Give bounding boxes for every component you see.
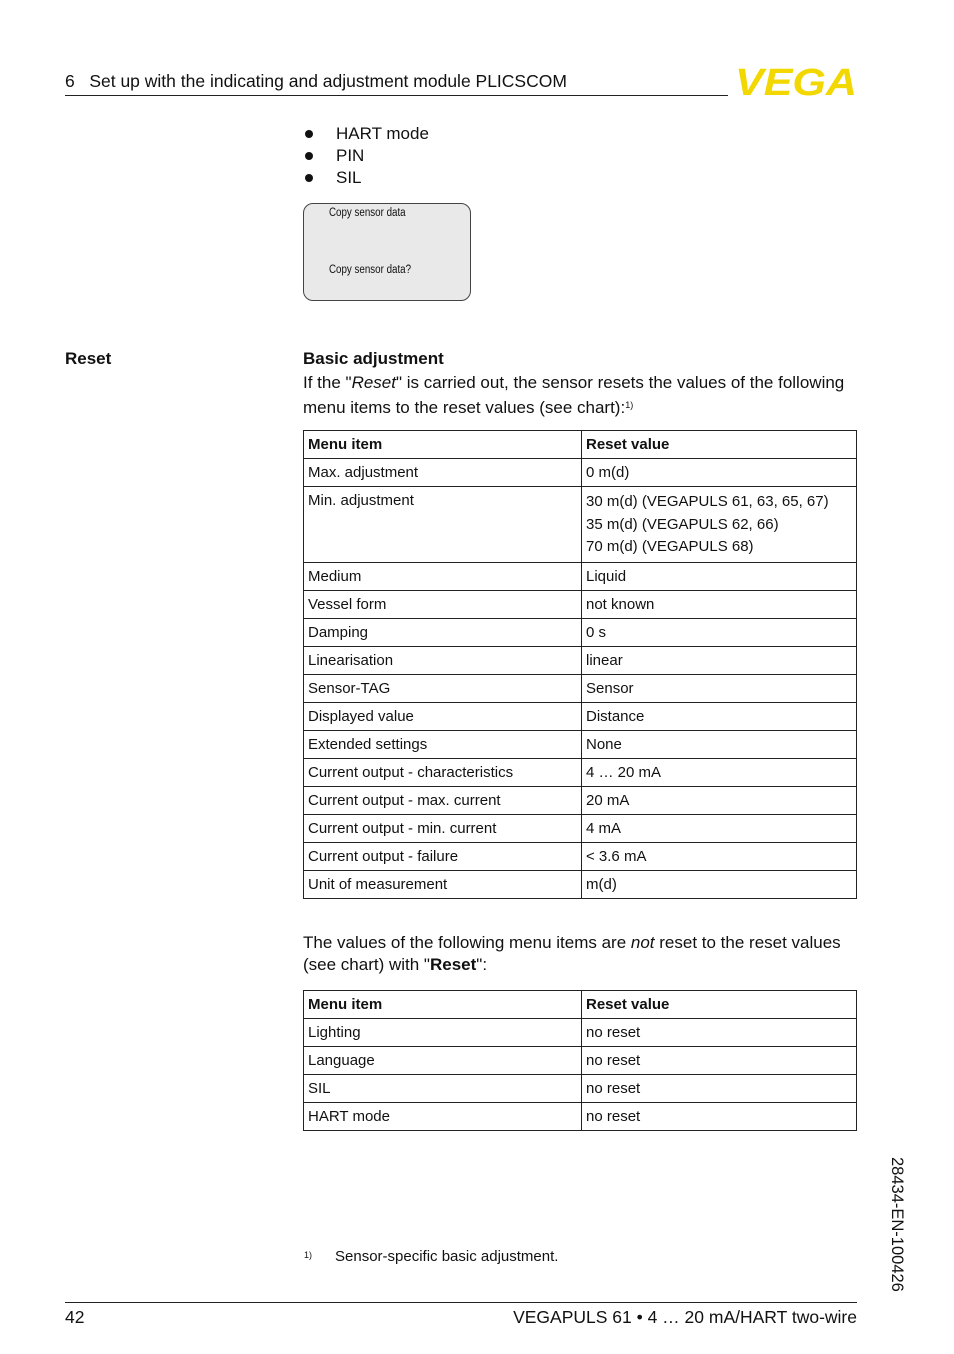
- footnote-ref: 1): [625, 400, 634, 410]
- para1-italic: Reset: [351, 373, 396, 392]
- cell-reset-value: 4 mA: [582, 814, 857, 842]
- table-header-row: [304, 431, 857, 459]
- table-row: [304, 786, 857, 814]
- cell-menu-item: Max. adjustment: [304, 459, 582, 487]
- bullet-text: HART mode: [336, 124, 429, 143]
- cell-menu-item: SIL: [304, 1075, 582, 1103]
- table-row: [304, 674, 857, 702]
- vega-logo: [735, 62, 859, 102]
- cell-menu-item: Current output - min. current: [304, 814, 582, 842]
- cell-menu-item: Extended settings: [304, 730, 582, 758]
- page-number: 42: [65, 1307, 85, 1327]
- display-line-1: Copy sensor data: [329, 207, 406, 219]
- cell-reset-value: no reset: [582, 1103, 857, 1131]
- reset-values-table: [303, 430, 857, 899]
- cell-reset-value: None: [582, 730, 857, 758]
- cell-value-line: 70 m(d) (VEGAPULS 68): [586, 538, 754, 555]
- cell-reset-value: < 3.6 mA: [582, 842, 857, 870]
- cell-menu-item: Language: [304, 1047, 582, 1075]
- cell-reset-value: linear: [582, 646, 857, 674]
- para1-text: If the ": [303, 373, 352, 392]
- header-title: 6 Set up with the indicating and adjustment module PLICSCOM: [65, 71, 567, 91]
- cell-reset-value: Distance: [582, 702, 857, 730]
- option-bullet-list: [303, 123, 429, 189]
- bullet-dot-icon: [305, 152, 313, 160]
- table-row: [304, 590, 857, 618]
- bullet-dot-icon: [305, 174, 313, 182]
- table-row: [304, 1103, 857, 1131]
- table-row: [304, 646, 857, 674]
- bullet-item: [303, 123, 429, 145]
- table-row: [304, 1075, 857, 1103]
- cell-menu-item: Lighting: [304, 1019, 582, 1047]
- para2-italic: not: [630, 933, 655, 952]
- cell-menu-item: Current output - characteristics: [304, 758, 582, 786]
- cell-menu-item: Damping: [304, 618, 582, 646]
- table-row: [304, 758, 857, 786]
- no-reset-paragraph: [303, 932, 863, 976]
- table-row: [304, 487, 857, 563]
- para2-text: reset to the reset values (see chart) with ": [303, 933, 841, 974]
- cell-reset-value: Sensor: [582, 674, 857, 702]
- para2-text: The values of the following menu items are: [303, 933, 631, 952]
- table-row: [304, 730, 857, 758]
- cell-menu-item: Unit of measurement: [304, 870, 582, 898]
- cell-reset-value: [582, 487, 857, 563]
- column-header-menu-item: Menu item: [304, 431, 582, 459]
- para2-bold: Reset: [429, 955, 477, 974]
- no-reset-table: [303, 990, 857, 1131]
- cell-reset-value: m(d): [582, 870, 857, 898]
- cell-value-line: 35 m(d) (VEGAPULS 62, 66): [586, 515, 779, 533]
- cell-menu-item: Current output - failure: [304, 842, 582, 870]
- cell-menu-item: Current output - max. current: [304, 786, 582, 814]
- cell-reset-value: no reset: [582, 1047, 857, 1075]
- column-header-menu-item: Menu item: [304, 991, 582, 1019]
- table-row: [304, 1019, 857, 1047]
- display-screen: [303, 203, 471, 301]
- table-row: [304, 618, 857, 646]
- table-row: [304, 562, 857, 590]
- table-row: [304, 870, 857, 898]
- bullet-text: SIL: [336, 168, 362, 187]
- cell-reset-value: 20 mA: [582, 786, 857, 814]
- cell-reset-value: Liquid: [582, 562, 857, 590]
- footer-product: VEGAPULS 61 • 4 … 20 mA/HART two-wire: [513, 1307, 857, 1327]
- footer-rule: [65, 1302, 857, 1303]
- cell-menu-item: HART mode: [304, 1103, 582, 1131]
- cell-menu-item: Displayed value: [304, 702, 582, 730]
- bullet-item: [303, 145, 429, 167]
- bullet-item: [303, 167, 429, 189]
- vega-logo-text: VEGA: [735, 62, 857, 102]
- cell-menu-item: Min. adjustment: [304, 487, 582, 563]
- table-row: [304, 459, 857, 487]
- cell-value-line: 30 m(d) (VEGAPULS 61, 63, 65, 67): [586, 493, 829, 510]
- column-header-reset-value: Reset value: [582, 431, 857, 459]
- header-rule: [65, 95, 728, 96]
- para1-text: " is carried out, the sensor resets the values of the following menu items to the reset values (see chart):: [303, 373, 845, 417]
- cell-reset-value: not known: [582, 590, 857, 618]
- table-row: [304, 1047, 857, 1075]
- bullet-dot-icon: [305, 130, 313, 138]
- side-label-reset: Reset: [65, 349, 112, 368]
- display-line-2: Copy sensor data?: [329, 264, 412, 276]
- cell-menu-item: Vessel form: [304, 590, 582, 618]
- column-header-reset-value: Reset value: [582, 991, 857, 1019]
- reset-intro-paragraph: [303, 372, 863, 419]
- cell-reset-value: 0 m(d): [582, 459, 857, 487]
- document-code: 28434-EN-100426: [888, 1157, 906, 1292]
- section-title: Basic adjustment: [303, 349, 444, 368]
- bullet-text: PIN: [336, 146, 365, 165]
- cell-reset-value: no reset: [582, 1019, 857, 1047]
- footnote-mark: 1): [304, 1250, 313, 1260]
- footnote-text: Sensor-specific basic adjustment.: [335, 1248, 559, 1265]
- table-row: [304, 814, 857, 842]
- cell-reset-value: 0 s: [582, 618, 857, 646]
- cell-menu-item: Medium: [304, 562, 582, 590]
- cell-reset-value: 4 … 20 mA: [582, 758, 857, 786]
- table-row: [304, 842, 857, 870]
- cell-reset-value: no reset: [582, 1075, 857, 1103]
- cell-menu-item: Sensor-TAG: [304, 674, 582, 702]
- table-header-row: [304, 991, 857, 1019]
- cell-menu-item: Linearisation: [304, 646, 582, 674]
- table-row: [304, 702, 857, 730]
- para2-text: ":: [476, 955, 488, 974]
